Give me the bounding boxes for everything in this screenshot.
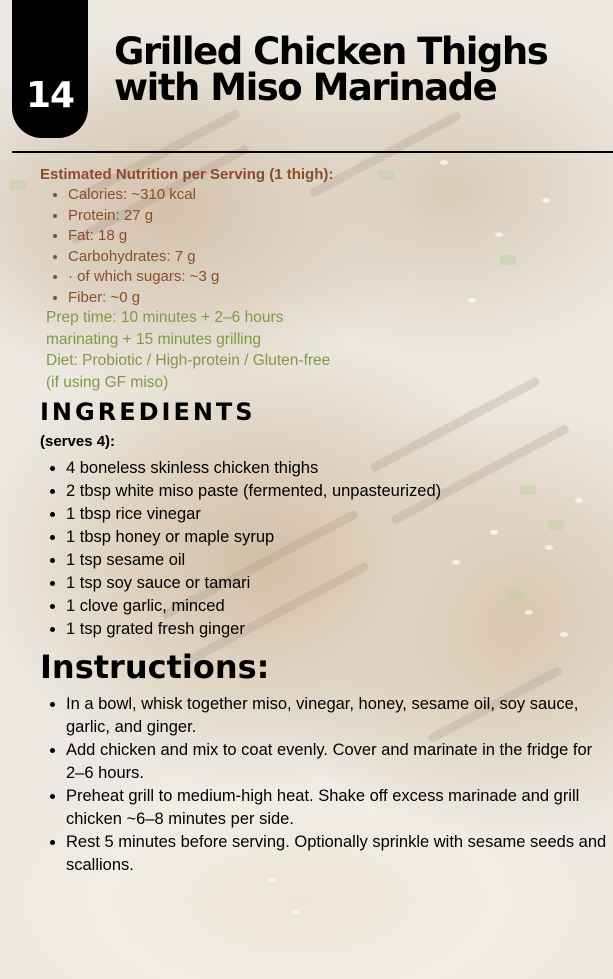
ingredient-item: • 1 tsp sesame oil xyxy=(66,549,441,572)
title-divider xyxy=(12,151,613,153)
nutrition-item-fiber: • Fiber: ~0 g xyxy=(68,288,333,309)
instructions-heading: Instructions: xyxy=(40,648,270,686)
recipe-title: Grilled Chicken Thighs with Miso Marinade xyxy=(114,30,548,109)
ingredient-item: • 1 clove garlic, minced xyxy=(66,595,441,618)
ingredient-item: • 1 tsp grated fresh ginger xyxy=(66,618,441,641)
ingredient-item: • 1 tbsp rice vinegar xyxy=(66,503,441,526)
ingredient-item: • 2 tbsp white miso paste (fermented, unpasteurized) xyxy=(66,480,441,503)
ingredient-item: • 1 tsp soy sauce or tamari xyxy=(66,572,441,595)
recipe-number-tab xyxy=(12,0,88,138)
ingredient-item: • 4 boneless skinless chicken thighs xyxy=(66,457,441,480)
recipe-number: 14 xyxy=(25,75,75,116)
nutrition-heading: Estimated Nutrition per Serving (1 thigh): xyxy=(40,166,334,183)
ingredients-list xyxy=(40,457,441,641)
nutrition-item-calories: • Calories: ~310 kcal xyxy=(68,185,333,206)
nutrition-item-protein: • Protein: 27 g xyxy=(68,206,333,227)
instruction-step: • Preheat grill to medium-high heat. Shake off excess marinade and grill chicken ~6–8 minutes per side. xyxy=(66,785,608,831)
serves-label: (serves 4): xyxy=(40,433,116,450)
nutrition-item-carbohydrates: • Carbohydrates: 7 g xyxy=(68,247,333,268)
instruction-step: • Add chicken and mix to coat evenly. Cover and marinate in the fridge for 2–6 hours. xyxy=(66,739,608,785)
ingredients-heading: INGREDIENTS xyxy=(40,398,256,426)
instruction-step: • Rest 5 minutes before serving. Optionally sprinkle with sesame seeds and scallions. xyxy=(66,831,608,877)
diet-line-2: (if using GF miso) xyxy=(46,373,169,391)
prep-time-line-1: Prep time: 10 minutes + 2–6 hours xyxy=(46,309,284,326)
diet-line-1: Diet: Probiotic / High-protein / Gluten-free xyxy=(46,352,331,369)
nutrition-list xyxy=(40,185,333,308)
recipe-meta xyxy=(46,307,406,393)
nutrition-section xyxy=(40,166,333,308)
prep-time-line-2: marinating + 15 minutes grilling xyxy=(46,330,261,348)
instruction-step: • In a bowl, whisk together miso, vinegar, honey, sesame oil, soy sauce, garlic, and ginger. xyxy=(66,693,608,739)
ingredient-item: • 1 tbsp honey or maple syrup xyxy=(66,526,441,549)
instructions-list xyxy=(40,693,608,877)
nutrition-item-fat: • Fat: 18 g xyxy=(68,226,333,247)
nutrition-item-sugars: • · of which sugars: ~3 g xyxy=(68,267,333,288)
